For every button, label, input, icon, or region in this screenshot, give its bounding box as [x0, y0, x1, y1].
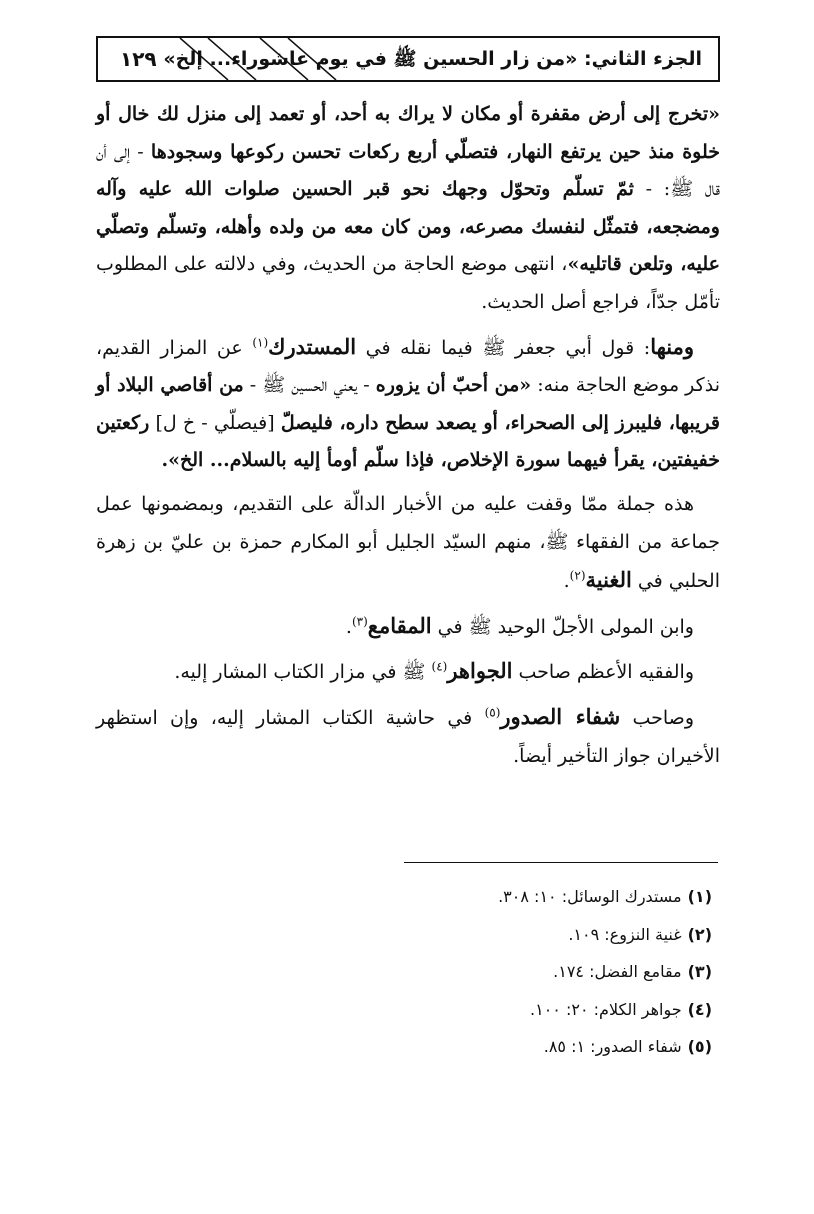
paragraph-mustadrak — [96, 328, 720, 480]
book-title-shifa: شفاء الصدور — [500, 703, 621, 729]
text-segment: عن المزار القديم، نذكر موضع الحاجة منه: — [96, 336, 720, 397]
paragraph-maqami — [96, 607, 720, 647]
footnote-number: (٢) — [687, 924, 712, 944]
book-title-mustadrak: المستدرك — [268, 333, 357, 359]
footnote-ref-4[interactable]: (٤) — [431, 659, 448, 674]
footnotes — [96, 878, 720, 1066]
footnote-item — [96, 878, 720, 916]
text-segment: هذه جملة ممّا وقفت عليه من الأخبار الدالّة على التقديم، وبمضمونها عمل جماعة من الفقهاء ﷺ، منهم السيّد الجليل أبو المكارم حمزة بن عليّ بن زهرة الحلبي في — [96, 492, 720, 593]
footnote-text: مقامع الفضل: ١٧٤. — [553, 962, 682, 981]
chapter-title: الجزء الثاني: «من زار الحسين ﷺ في يوم عاشوراء... إلخ» — [163, 48, 702, 70]
footnote-number: (١) — [687, 887, 712, 906]
commentary-text: ، انتهى موضع الحاجة من الحديث، وفي دلالته على المطلوب تأمّل جدّاً، فراجع أصل الحديث. — [96, 253, 720, 313]
text-end: . — [563, 570, 570, 593]
footnote-item — [96, 916, 720, 954]
footnote-ref-3[interactable]: (٣) — [351, 614, 368, 629]
paragraph-jawahir — [96, 652, 720, 692]
footnote-number: (٥) — [687, 1037, 712, 1056]
text-segment: والفقيه الأعظم صاحب — [512, 661, 694, 684]
footnote-item — [96, 953, 720, 991]
text-end: ﷺ في مزار الكتاب المشار إليه. — [174, 661, 432, 684]
quote-text-end: ركعتين خفيفتين، يقرأ فيهما سورة الإخلاص، فإذا سلّم أومأ إليه بالسلام... الخ». — [96, 411, 720, 472]
book-title-jawahir: الجواهر — [447, 658, 513, 684]
footnote-ref-1[interactable]: (١) — [252, 335, 269, 350]
main-text — [96, 96, 720, 781]
quote-text: «تخرج إلى أرض مقفرة أو مكان لا يراك به أحد، أو تعمد إلى منزل لك خال أو خلوة منذ حين يرتفع النهار، فتصلّي أربع ركعات تحسن ركوعها وسجودها — [96, 103, 721, 163]
text-segment: وصاحب — [620, 706, 694, 729]
book-title-maqami: المقامع — [367, 612, 432, 638]
paragraph-summary — [96, 486, 720, 601]
text-segment: وابن المولى الأجلّ الوحيد ﷺ في — [431, 615, 694, 638]
quote-text-continued: من أقاصي البلاد أو قريبها، فليبرز إلى الصحراء، أو يصعد سطح داره، فليصلّ — [96, 374, 721, 434]
lead-word: ومنها — [650, 333, 694, 359]
footnote-text: جواهر الكلام: ٢٠: ١٠٠. — [530, 999, 682, 1019]
quote-text: «من أحبّ أن يزوره — [375, 374, 532, 397]
footnote-ref-2[interactable]: (٢) — [569, 568, 586, 583]
footnote-number: (٤) — [687, 999, 712, 1019]
page-header — [96, 36, 720, 82]
variant-reading: [فيصلّي - خ ل] — [149, 411, 281, 434]
page-number: ١٢٩ — [120, 47, 157, 71]
footnote-text: شفاء الصدور: ١: ٨٥. — [543, 1037, 682, 1056]
paragraph-quote — [96, 96, 720, 322]
text-segment: : قول أبي جعفر ﷺ فيما نقله في — [356, 336, 651, 359]
interjection-text: - يعني الحسين ﷺ - — [243, 374, 376, 397]
footnote-ref-5[interactable]: (٥) — [484, 705, 501, 720]
interjection-text: - إلى أن قال ﷺ: - — [96, 140, 720, 201]
text-end: في حاشية الكتاب المشار إليه، وإن استظهر الأخيران جواز التأخير أيضاً. — [96, 706, 720, 767]
footnote-text: غنية النزوع: ١٠٩. — [568, 924, 682, 944]
book-title-ghunya: الغنية — [585, 567, 632, 593]
footnote-item — [96, 1028, 720, 1066]
paragraph-shifa — [96, 698, 720, 775]
text-end: . — [345, 615, 352, 638]
footnote-text: مستدرك الوسائل: ١٠: ٣٠٨. — [498, 887, 682, 906]
footnote-item — [96, 991, 720, 1029]
quote-text-continued: ثمّ تسلّم وتحوّل وجهك نحو قبر الحسين صلوات الله عليه وآله ومضجعه، فتمثّل لنفسك مصرعه، ومن كان معه من ولده وأهله، وتسلّم وتصلّي عليه، وتلعن قاتليه» — [96, 178, 720, 276]
footnote-number: (٣) — [687, 962, 712, 981]
footnote-divider — [404, 862, 718, 863]
